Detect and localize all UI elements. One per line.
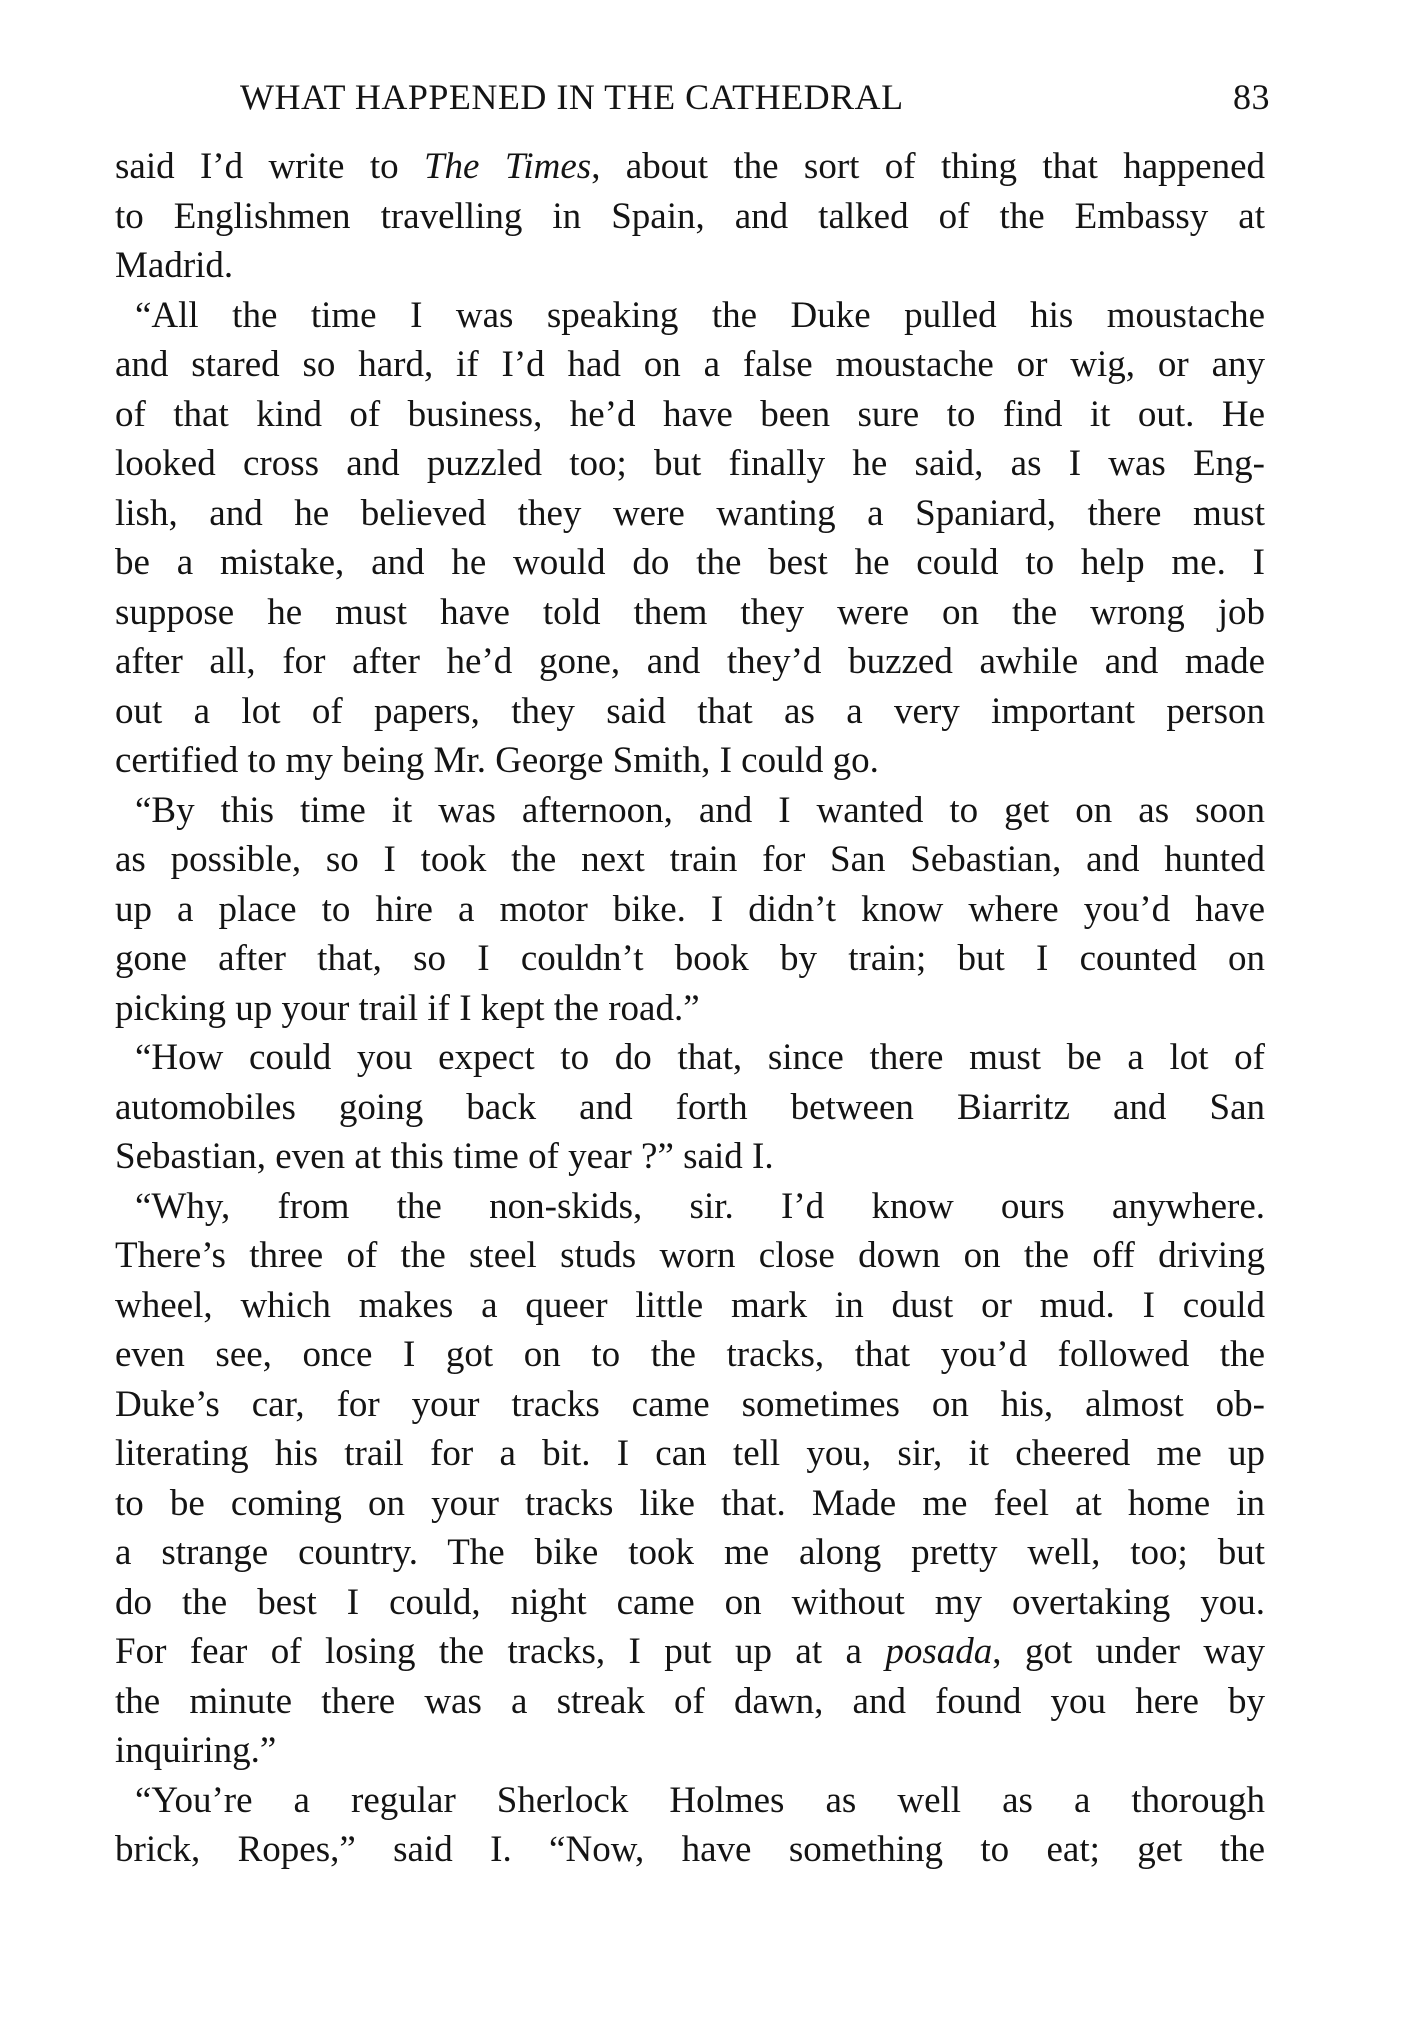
text-segment: up a place to hire a motor bike. I didn’t know where you’d have [115,888,1265,930]
text-segment: said I’d write to [115,146,424,187]
text-line [115,736,1265,786]
text-line [115,1281,1265,1331]
text-segment: to be coming on your tracks like that. Made me feel at home in [115,1482,1265,1524]
text-segment: even see, once I got on to the tracks, that you’d followed the [115,1334,1265,1375]
body-text [115,142,1265,1875]
text-line [115,885,1265,935]
text-segment: be a mistake, and he would do the best he could to help me. I [115,542,1265,583]
text-line [115,1083,1265,1133]
text-line [115,1726,1265,1776]
page-number: 83 [1233,77,1270,117]
text-segment: , about the sort of thing that happened [591,146,1265,187]
text-line [115,786,1265,836]
text-line [115,1627,1265,1677]
italic-text: The Times [423,146,592,187]
text-segment: , got under way [992,1631,1265,1672]
running-head-title: WHAT HAPPENED IN THE CATHEDRAL [240,77,904,117]
text-line [115,1578,1265,1628]
text-line [115,1776,1265,1826]
text-segment: as possible, so I took the next train for San Sebastian, and hunted [115,839,1265,880]
text-line [115,142,1265,192]
text-segment: the minute there was a streak of dawn, and found you here by [115,1680,1265,1722]
text-line [115,984,1265,1034]
text-line [115,439,1265,489]
text-line [115,390,1265,440]
text-line [115,1231,1265,1281]
text-line [115,1528,1265,1578]
text-segment: certified to my being Mr. George Smith, I could go. [115,740,879,781]
text-line [115,192,1265,242]
text-line [115,1677,1265,1727]
text-segment: “How could you expect to do that, since there must be a lot of [135,1037,1265,1078]
text-line [115,340,1265,390]
text-segment: There’s three of the steel studs worn close down on the off driving [115,1235,1265,1276]
text-segment: and stared so hard, if I’d had on a false moustache or wig, or any [115,344,1265,385]
text-line [115,1429,1265,1479]
text-line [115,241,1265,291]
text-segment: brick, Ropes,” said I. “Now, have something to eat; get the [115,1829,1265,1870]
text-line [115,934,1265,984]
text-segment: out a lot of papers, they said that as a very important person [115,690,1265,732]
text-line [115,1330,1265,1380]
text-segment: to Englishmen travelling in Spain, and talked of the Embassy at [115,195,1265,237]
text-segment: “All the time I was speaking the Duke pulled his moustache [135,294,1265,336]
text-segment: literating his trail for a bit. I can tell you, sir, it cheered me up [115,1433,1265,1474]
italic-text: posada [885,1631,993,1672]
text-segment: picking up your trail if I kept the road.” [115,987,700,1029]
text-line [115,1132,1265,1182]
text-line [115,637,1265,687]
text-line [115,1380,1265,1430]
text-line [115,489,1265,539]
text-segment: automobiles going back and forth between Biarritz and San [115,1086,1265,1128]
text-line [115,1182,1265,1232]
text-line [115,588,1265,638]
text-segment: Sebastian, even at this time of year ?” said I. [115,1136,774,1177]
text-segment: “You’re a regular Sherlock Holmes as well as a thorough [135,1779,1265,1821]
text-line [115,291,1265,341]
text-segment: lish, and he believed they were wanting a Spaniard, there must [115,492,1265,534]
text-segment: Duke’s car, for your tracks came sometimes on his, almost ob- [115,1383,1265,1425]
text-segment: do the best I could, night came on without my overtaking you. [115,1581,1265,1623]
text-line [115,1033,1265,1083]
text-segment: of that kind of business, he’d have been sure to find it out. He [115,393,1265,435]
text-line [115,1825,1265,1875]
text-line [115,538,1265,588]
text-segment: wheel, which makes a queer little mark in dust or mud. I could [115,1284,1265,1326]
running-head [240,72,1270,122]
text-segment: after all, for after he’d gone, and they’d buzzed awhile and made [115,641,1265,682]
text-segment: For fear of losing the tracks, I put up at a [115,1631,886,1672]
text-line [115,687,1265,737]
text-segment: Madrid. [115,245,234,286]
text-segment: gone after that, so I couldn’t book by train; but I counted on [115,938,1265,979]
text-segment: “Why, from the non-skids, sir. I’d know ours anywhere. [135,1185,1265,1227]
text-segment: looked cross and puzzled too; but finally he said, as I was Eng- [115,443,1265,484]
text-segment: suppose he must have told them they were on the wrong job [115,591,1265,633]
text-segment: “By this time it was afternoon, and I wanted to get on as soon [135,789,1265,831]
text-line [115,835,1265,885]
text-segment: inquiring.” [115,1730,277,1771]
text-line [115,1479,1265,1529]
text-segment: a strange country. The bike took me along pretty well, too; but [115,1532,1265,1573]
